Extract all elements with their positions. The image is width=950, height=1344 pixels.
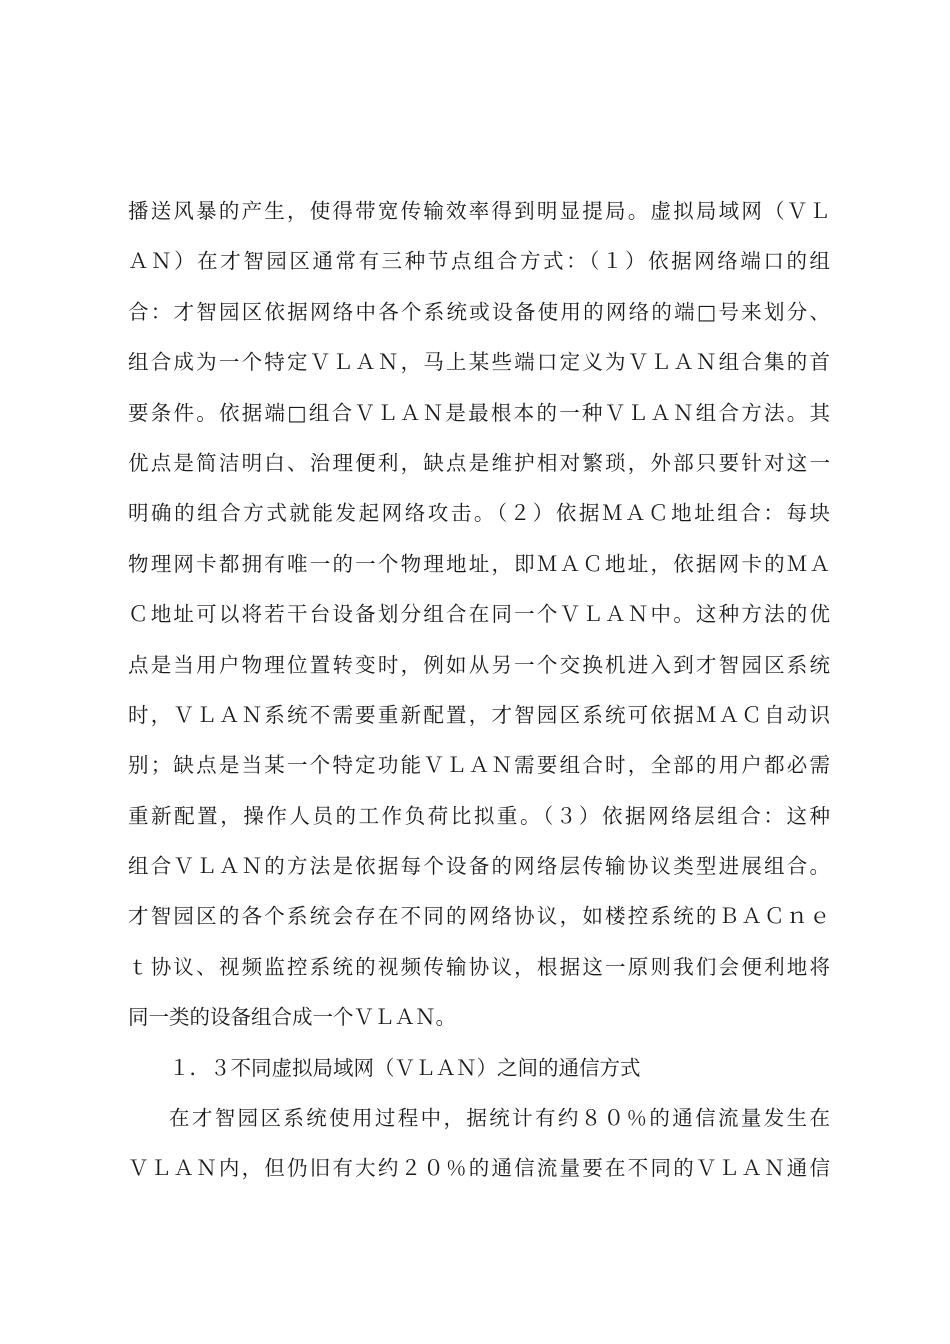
- text-line: 要条件。依据端□组合ＶＬＡＮ是最根本的一种ＶＬＡＮ组合方法。其: [128, 400, 830, 425]
- text-line: 时，ＶＬＡＮ系统不需要重新配置，才智园区系统可依据ＭＡＣ自动识: [128, 702, 830, 727]
- text-line: ＡＮ）在才智园区通常有三种节点组合方式：（１）依据网络端口的组: [128, 249, 830, 274]
- document-body: [128, 186, 830, 1194]
- text-line: 播送风暴的产生，使得带宽传输效率得到明显提局。虚拟局域网（ＶＬ: [128, 199, 830, 223]
- text-line: 在才智园区系统使用过程中，据统计有约８０％的通信流量发生在: [169, 1106, 830, 1131]
- section-heading: １．３不同虚拟局域网（ＶＬＡＮ）之间的通信方式: [169, 1055, 641, 1080]
- text-line: 合：才智园区依据网络中各个系统或设备使用的网络的端□号来划分、: [128, 299, 830, 324]
- text-line: 优点是简洁明白、治理便利，缺点是维护相对繁琐，外部只要针对这一: [128, 450, 830, 475]
- text-line: 同一类的设备组合成一个ＶＬＡＮ。: [128, 1005, 456, 1030]
- text-line: 才智园区的各个系统会存在不同的网络协议，如楼控系统的ＢＡＣｎｅ: [128, 904, 830, 929]
- paragraph-vlan-communication: [128, 1093, 830, 1194]
- text-line: 点是当用户物理位置转变时，例如从另一个交换机进入到才智园区系统: [128, 652, 830, 677]
- text-line: ＶＬＡＮ内，但仍旧有大约２０％的通信流量要在不同的ＶＬＡＮ通信: [128, 1156, 830, 1181]
- text-line: 组合ＶＬＡＮ的方法是依据每个设备的网络层传输协议类型进展组合。: [128, 854, 830, 879]
- text-line: 重新配置，操作人员的工作负荷比拟重。（３）依据网络层组合：这种: [128, 803, 830, 828]
- text-line: 物理网卡都拥有唯一的一个物理地址，即ＭＡＣ地址，依据网卡的ＭＡ: [128, 551, 830, 576]
- text-line: 明确的组合方式就能发起网络攻击。（２）依据ＭＡＣ地址组合：每块: [128, 501, 830, 526]
- text-line: ｔ协议、视频监控系统的视频传输协议，根据这一原则我们会便利地将: [128, 954, 830, 979]
- paragraph-vlan-grouping: [128, 186, 830, 1043]
- text-line: 组合成为一个特定ＶＬＡＮ，马上某些端口定义为ＶＬＡＮ组合集的首: [128, 350, 830, 375]
- text-line: Ｃ地址可以将若干台设备划分组合在同一个ＶＬＡＮ中。这种方法的优: [128, 602, 830, 627]
- text-line: 别；缺点是当某一个特定功能ＶＬＡＮ需要组合时，全部的用户都必需: [128, 753, 830, 778]
